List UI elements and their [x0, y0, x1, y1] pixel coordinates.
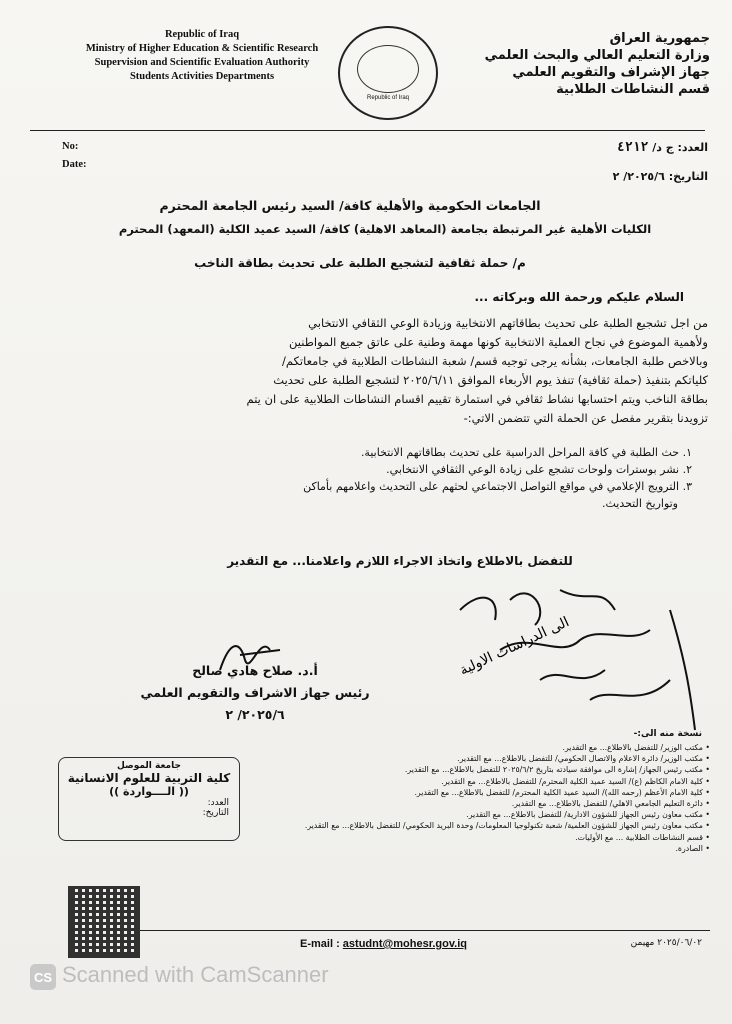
- body-line: بطاقة الناخب ويتم احتسابها نشاط ثقافي في استمارة تقييم اقسام النشاطات الطلابية على ان يتم: [246, 392, 708, 406]
- requirements-list: [62, 444, 692, 512]
- signature-date: ٢٠٢٥/٦/ ٢: [225, 707, 285, 722]
- header-ar-line: وزارة التعليم العالي والبحث العلمي: [484, 48, 710, 63]
- closing-line: للتفضل بالاطلاع واتخاذ الاجراء اللازم واعلامنا... مع التقدير: [227, 554, 573, 568]
- body-paragraph: [62, 314, 708, 428]
- distribution-item: • دائرة التعليم الجامعي الاهلي/ للتفضل بالاطلاع... مع التقدير.: [511, 799, 710, 809]
- list-item: ٢. نشر بوسترات ولوحات تشجع على زيادة الوعي الثقافي الانتخابي.: [386, 463, 692, 476]
- handwriting-text: الى الدراسات الاولية: [457, 614, 572, 679]
- stamp-line: العدد:: [207, 798, 229, 808]
- body-line: تزويدنا بتقرير مفصل عن الحملة التي تتضمن الاتي:-: [463, 411, 708, 425]
- footer-email: [300, 938, 467, 950]
- list-item: ١. حث الطلبة في كافة المراحل الدراسية على تحديث بطاقاتهم الانتخابية.: [360, 446, 692, 459]
- ref-number-value: ٤٢١٢: [617, 140, 649, 155]
- subject-line: م/ حملة ثقافية لتشجيع الطلبة على تحديث بطاقة الناخب: [194, 256, 526, 270]
- header-arabic: [430, 30, 710, 98]
- distribution-item: • قسم النشاطات الطلابية ... مع الأوليات.: [575, 832, 710, 842]
- footer-divider: [140, 930, 710, 931]
- distribution-item: • الصادرة.: [675, 843, 710, 853]
- header-en-line: Republic of Iraq: [164, 29, 240, 40]
- ref-date: [508, 170, 708, 183]
- list-item: ٣. الترويج الإعلامي في مواقع التواصل الاجتماعي لحثهم على التحديث واعلامهم بأماكن: [303, 480, 692, 493]
- header-en-line: Supervision and Scientific Evaluation Authority: [94, 57, 310, 68]
- distribution-list: [250, 742, 710, 854]
- body-line: وبالاخص طلبة الجامعات، بشأنه يرجى توجيه قسم/ شعبة النشاطات الطلابية في جامعاتكم/: [282, 354, 708, 368]
- email-label: E-mail :: [300, 938, 340, 950]
- seal-emblem-icon: [357, 45, 419, 93]
- distribution-item: • مكتب الوزير/ دائرة الاعلام والاتصال الحكومي/ للتفضل بالاطلاع... مع التقدير.: [457, 754, 710, 764]
- ref-number-label: العدد: ج د/: [652, 141, 708, 154]
- date-label: Date:: [62, 159, 87, 170]
- body-line: ولأهمية الموضوع في نجاح العملية الانتخابية كونها مهمة وطنية على عاتق جميع المواطنين: [289, 335, 708, 349]
- signer-name: أ.د. صلاح هادي صالح: [192, 663, 318, 678]
- greeting: السلام عليكم ورحمة الله وبركاته ...: [474, 290, 684, 304]
- email-address[interactable]: astudnt@mohesr.gov.iq: [342, 938, 467, 950]
- signature-block: [110, 660, 400, 726]
- list-item: وتواريخ التحديث.: [601, 497, 678, 510]
- signer-title: رئيس جهاز الاشراف والتقويم العلمي: [140, 685, 370, 700]
- stamp-line: (( الــــواردة )): [109, 785, 189, 798]
- camscanner-logo-icon: CS: [30, 964, 56, 990]
- distribution-item: • مكتب معاون رئيس الجهاز للشؤون العلمية/ شعبة تكنولوجيا المعلومات/ وحدة البريد الحكومي/ للتفضل بالاطلاع... مع التقدير.: [304, 821, 710, 831]
- stamp-line: كلية التربية للعلوم الانسانية: [67, 771, 231, 785]
- copy-heading: نسخة منه الى:-: [633, 729, 702, 739]
- ref-date-value: ٢٠٢٥/٦/ ٢: [612, 170, 665, 183]
- header-divider: [30, 130, 705, 131]
- ref-date-label: التاريخ:: [668, 170, 708, 183]
- header-ar-line: جهاز الإشراف والتقويم العلمي: [512, 65, 710, 80]
- ref-number: [508, 140, 708, 155]
- header-english: [62, 28, 342, 84]
- ministry-seal: [338, 26, 438, 120]
- incoming-stamp: [58, 757, 240, 841]
- body-line: من اجل تشجيع الطلبة على تحديث بطاقاتهم الانتخابية وزيادة الوعي الثقافي الانتخابي: [308, 316, 708, 330]
- no-label: No:: [62, 141, 79, 152]
- header-ar-line: جمهورية العراق: [609, 31, 710, 46]
- distribution-item: • كلية الامام الكاظم (ع)/ السيد عميد الكلية المحترم/ للتفضل بالاطلاع... مع التقدير.: [441, 776, 710, 786]
- camscanner-watermark: Scanned with CamScanner: [62, 962, 329, 987]
- stamp-line: جامعة الموصل: [117, 761, 181, 771]
- header-en-line: Students Activities Departments: [129, 71, 275, 82]
- header-en-line: Ministry of Higher Education & Scientific Research: [85, 43, 319, 54]
- handwritten-annotation: [440, 570, 710, 740]
- header-ar-line: قسم النشاطات الطلابية: [556, 82, 710, 97]
- qr-code: [68, 886, 140, 958]
- distribution-item: • مكتب معاون رئيس الجهاز للشؤون الادارية/ للتفضل بالاطلاع... مع التقدير.: [466, 810, 710, 820]
- distribution-item: • كلية الامام الأعظم (رحمه الله)/ السيد عميد الكلية المحترم/ للتفضل بالاطلاع... مع التقدير.: [414, 787, 710, 797]
- footer-note: ٢٠٢٥/٠٦/٠٢ مهيمن: [630, 938, 702, 948]
- distribution-item: • مكتب الوزير/ للتفضل بالاطلاع... مع التقدير.: [562, 743, 710, 752]
- seal-text: Republic of Iraq: [366, 95, 410, 101]
- addressee-line-1: الجامعات الحكومية والأهلية كافة/ السيد رئيس الجامعة المحترم: [159, 198, 541, 213]
- distribution-item: • مكتب رئيس الجهاز/ إشارة الى موافقة سيادته بتاريخ ٢٠٢٥/٦/٢ للتفضل بالاطلاع... مع التقدير.: [404, 765, 710, 775]
- body-line: كلياتكم بتنفيذ (حملة ثقافية) تنفذ يوم الأربعاء الموافق ٢٠٢٥/٦/١١ لتشجيع الطلبة على تحديث: [273, 373, 708, 387]
- addressee-line-2: الكليات الأهلية غير المرتبطة بجامعة (المعاهد الاهلية) كافة/ السيد عميد الكلية (المعهد) المحترم: [118, 222, 652, 236]
- stamp-line: التاريخ:: [202, 808, 229, 818]
